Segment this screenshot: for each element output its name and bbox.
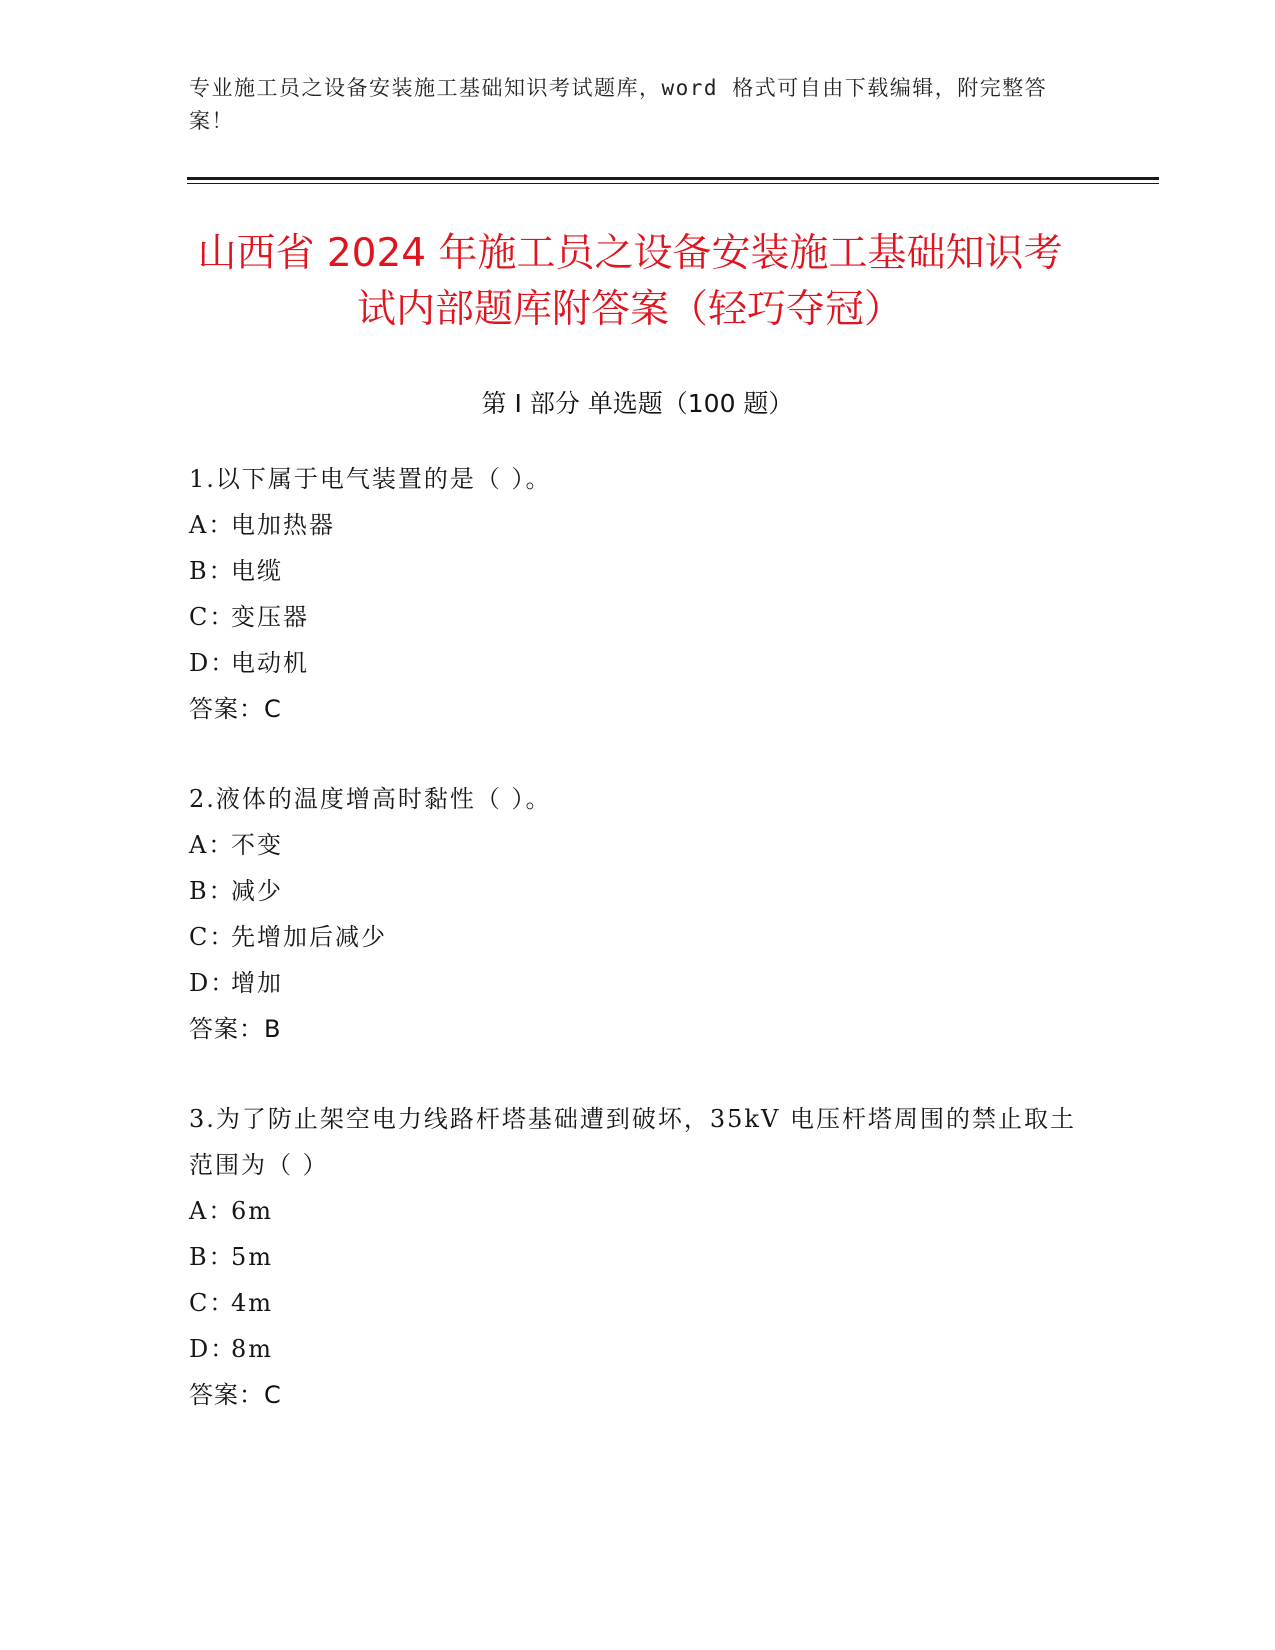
option-text: 电动机 <box>231 649 309 677</box>
question-2 <box>189 776 1079 1052</box>
option-text: 6m <box>231 1197 274 1225</box>
answer: 答案：C <box>189 1381 282 1409</box>
option-text: 变压器 <box>231 603 309 631</box>
question-stem: 2.液体的温度增高时黏性（ ）。 <box>189 785 552 813</box>
option-key: C： <box>189 603 236 631</box>
option-a <box>189 822 1079 868</box>
option-key: A： <box>189 511 235 539</box>
answer: 答案：C <box>189 695 282 723</box>
option-text: 不变 <box>231 831 283 859</box>
question-stem: 3.为了防止架空电力线路杆塔基础遭到破坏，35kV 电压杆塔周围的禁止取土范围为（ ） <box>189 1105 1076 1179</box>
header-rule-thick <box>187 177 1159 180</box>
option-text: 5m <box>231 1243 274 1271</box>
option-a <box>189 502 1079 548</box>
option-key: B： <box>189 877 235 905</box>
option-key: D： <box>189 649 237 677</box>
option-c <box>189 1280 1079 1326</box>
header-note: 专业施工员之设备安装施工基础知识考试题库，word 格式可自由下载编辑，附完整答案！ <box>189 76 1048 133</box>
option-key: A： <box>189 831 235 859</box>
option-text: 先增加后减少 <box>231 923 387 951</box>
header-rule-thin <box>187 183 1159 184</box>
option-text: 增加 <box>231 969 283 997</box>
option-key: A： <box>189 1197 235 1225</box>
option-key: B： <box>189 557 235 585</box>
option-text: 8m <box>231 1335 274 1363</box>
option-text: 减少 <box>231 877 283 905</box>
option-key: C： <box>189 1289 236 1317</box>
option-d <box>189 960 1079 1006</box>
question-stem: 1.以下属于电气装置的是（ ）。 <box>189 465 552 493</box>
option-c <box>189 914 1079 960</box>
option-a <box>189 1188 1079 1234</box>
option-text: 电缆 <box>231 557 283 585</box>
option-key: B： <box>189 1243 235 1271</box>
option-c <box>189 594 1079 640</box>
option-text: 4m <box>231 1289 274 1317</box>
answer: 答案：B <box>189 1015 282 1043</box>
option-key: C： <box>189 923 236 951</box>
option-b <box>189 548 1079 594</box>
option-d <box>189 640 1079 686</box>
option-b <box>189 1234 1079 1280</box>
option-b <box>189 868 1079 914</box>
option-d <box>189 1326 1079 1372</box>
question-1 <box>189 456 1079 732</box>
section-heading: 第 I 部分 单选题（100 题） <box>481 389 794 418</box>
option-key: D： <box>189 1335 237 1363</box>
document-title: 山西省 2024 年施工员之设备安装施工基础知识考试内部题库附答案（轻巧夺冠） <box>197 231 1063 332</box>
option-key: D： <box>189 969 237 997</box>
option-text: 电加热器 <box>231 511 335 539</box>
question-3 <box>189 1096 1079 1418</box>
